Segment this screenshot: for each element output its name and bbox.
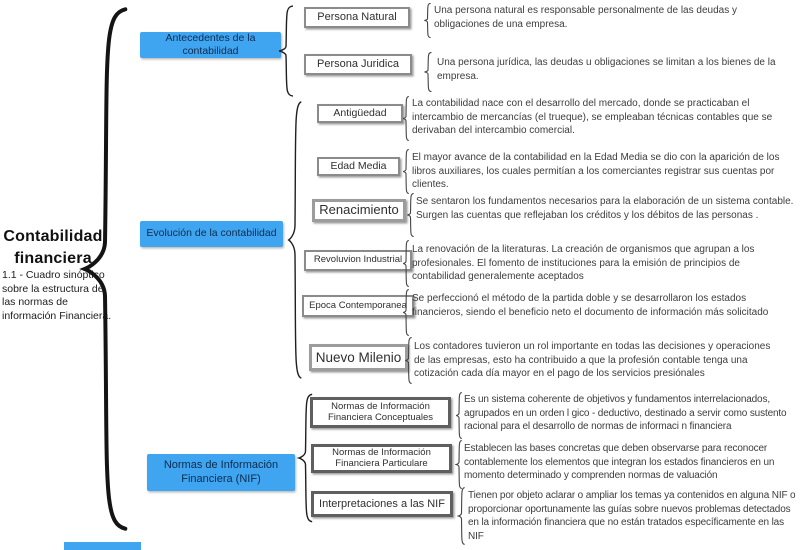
chart-title-line2: financiera [14,250,92,268]
desc-brace-revolucion-industrial [402,240,410,287]
term-box-nif-conceptuales[interactable]: Normas de Información Financiera Conceptuales [310,397,451,428]
chart-title-line1: Contabilidad [3,228,103,245]
desc-brace-persona-natural [423,3,432,38]
desc-persona-juridica: Una persona jurídica, las deudas u obligaciones se limitan a los bienes de la empresa. [437,57,776,82]
term-box-persona-natural[interactable]: Persona Natural [304,7,410,28]
desc-persona-natural: Una persona natural es responsable personalmente de las deudas y obligaciones de una empresa. [434,5,737,30]
antecedentes-brace [276,5,296,97]
desc-brace-persona-juridica [423,52,433,92]
term-box-epoca-contemporanea[interactable]: Epoca Contemporanea [302,295,414,317]
main-curly-brace [76,4,134,534]
term-box-edad-media[interactable]: Edad Media [317,157,400,176]
desc-nuevo-milenio: Los contadores tuvieron un rol importante en todas las decisiones y operaciones de las empresas, esto ha contribuido a que la profesión contable tenga una cotización cada día mayor en el pago de los servicios presiónales [414,341,771,379]
desc-epoca-contemporanea: Se perfeccionó el método de la partida doble y se desarrollaron los estados financieros, siendo el beneficio neto el documento de información más solicitado [412,293,769,318]
desc-brace-interpretaciones-nif [457,487,466,545]
term-box-persona-juridica[interactable]: Persona Juridica [304,54,412,75]
desc-nif-particulares: Establecen las bases concretas que deben observarse para reconocer contablemente los elementos que integran los estados financieros en un momento determinado y comprenden normas de valuación [464,443,775,481]
desc-renacimiento: Se sentaron los fundamentos necesarios para la elaboración de un sistema contable. Surgen las cuentas que reflejaban los créditos y los débitos de las personas . [416,196,794,221]
chart-subtitle: 1.1 - Cuadro sinóptico sobre la estructura de las normas de información Financiera. [2,269,112,322]
desc-brace-epoca-contemporanea [402,289,410,336]
cropped-blue-fragment [64,542,141,550]
term-box-antiguedad[interactable]: Antigüedad [317,104,403,123]
desc-brace-renacimiento [406,193,415,237]
desc-revolucion-industrial: La renovación de la literaturas. La creación de organismos que agrupan a los profesionales. El fomento de instituciones para la emisión de principios de contabilidad generalemente aceptados [412,244,755,282]
category-label-nif[interactable]: Normas de Información Financiera (NIF) [147,454,295,491]
term-box-nuevo-milenio[interactable]: Nuevo Milenio [309,344,408,371]
desc-brace-nif-particulares [455,440,463,489]
desc-interpretaciones-nif: Tienen por objeto aclarar o ampliar los temas ya contenidos en alguna NIF o proporcionar oportunamente las guías sobre nuevos problemas detectados en la información financiera que no están tratados específicamente en las NIF [468,490,796,542]
term-box-revolucion-industrial[interactable]: Revoluvion Industrial [304,250,412,271]
category-label-antecedentes[interactable]: Antecedentes de la contabilidad [140,32,281,58]
term-box-renacimiento[interactable]: Renacimiento [312,199,406,222]
term-box-interpretaciones-nif[interactable]: Interpretaciones a las NIF [311,491,453,517]
desc-brace-edad-media [402,149,410,194]
desc-brace-antiguedad [402,96,410,141]
evolucion-brace [286,99,304,381]
category-label-evolucion[interactable]: Evolución de la contabilidad [140,221,283,247]
desc-antiguedad: La contabilidad nace con el desarrollo del mercado, donde se practicaban el intercambio de mercancías (el trueque), se empleaban técnicas contables que se derivaban del intercambio comercial. [412,98,773,136]
desc-brace-nif-conceptuales [455,392,463,439]
desc-nif-conceptuales: Es un sistema coherente de objetivos y fundamentos interrelacionados, agrupados en un orden l gico - deductivo, destinado a servir como sustento racional para el desarrollo de normas de informaci n financiera [464,394,787,432]
desc-edad-media: El mayor avance de la contabilidad en la Edad Media se dio con la aparición de los libros auxiliares, los cuales permitían a los comerciantes registrar sus cuentas por clientes. [412,152,780,190]
desc-brace-nuevo-milenio [404,337,413,384]
term-box-nif-particulares[interactable]: Normas de Información Financiera Particulare [311,444,452,473]
